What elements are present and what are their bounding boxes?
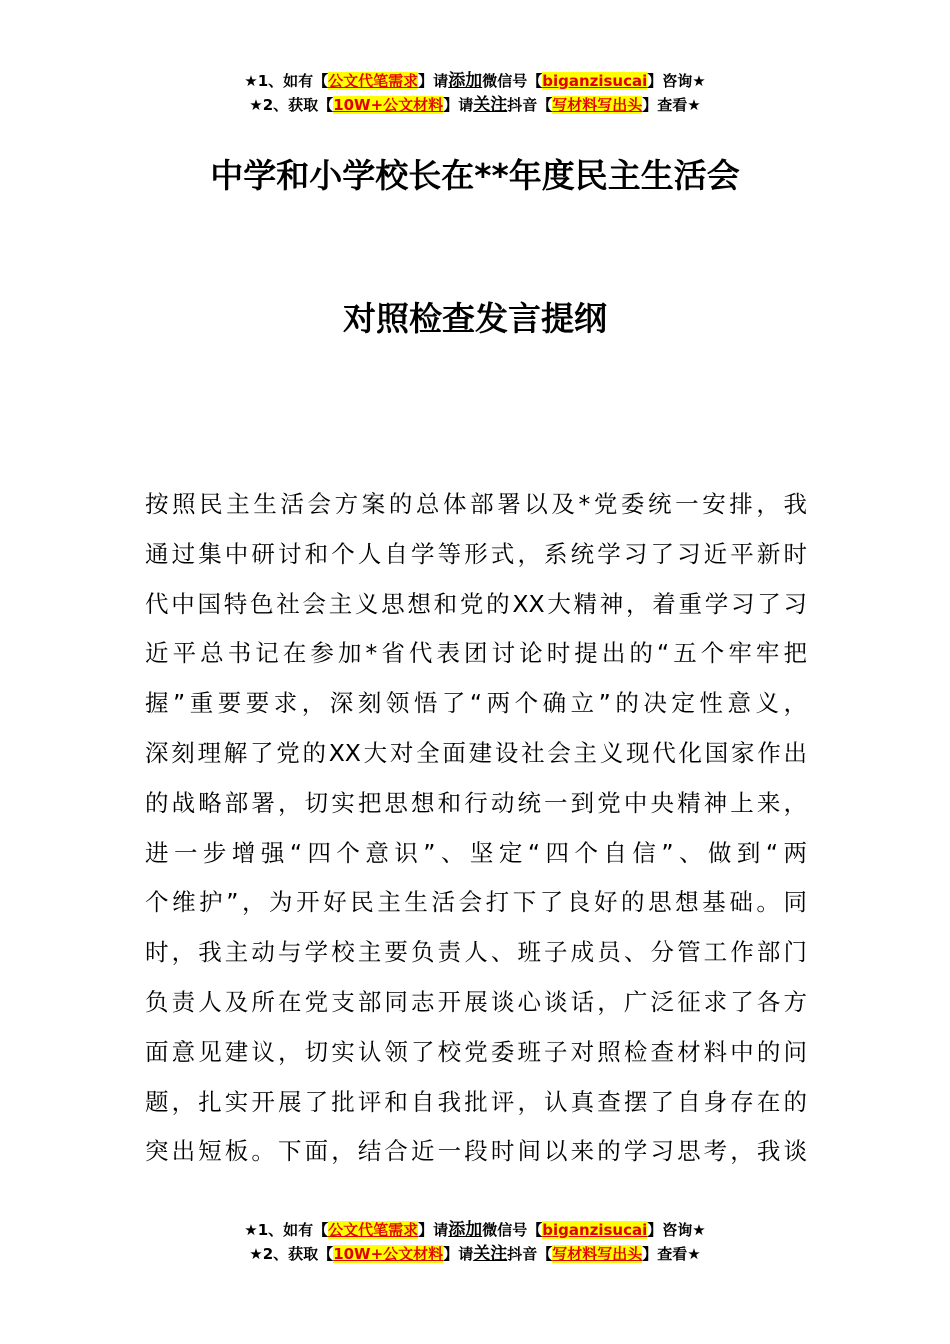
- promo-line-2: [0, 1242, 950, 1266]
- body-line: 面意见建议，切实认领了校党委班子对照检查材料中的问: [145, 1037, 807, 1066]
- text: 】咨询★: [647, 72, 706, 90]
- text: 抖音【: [507, 1245, 553, 1263]
- body-line: 的战略部署，切实把思想和行动统一到党中央精神上来，: [145, 788, 807, 817]
- body-line: 突出短板。下面，结合近一段时间以来的学习思考，我谈: [145, 1137, 807, 1166]
- text: 微信号【: [482, 1221, 543, 1239]
- body-line: 通过集中研讨和个人自学等形式，系统学习了习近平新时: [145, 539, 807, 568]
- underlined-text: 添加: [448, 1220, 483, 1240]
- text: 】请: [418, 1221, 449, 1239]
- body-line: 个维护”，为开好民主生活会打下了良好的思想基础。同: [145, 888, 807, 917]
- text: ★2、获取【: [249, 1245, 334, 1263]
- body-line: 近平总书记在参加*省代表团讨论时提出的“五个牢牢把: [145, 639, 807, 668]
- highlight-douyin: 写材料写出头: [552, 96, 643, 114]
- highlight-materials: 10W+公文材料: [333, 1245, 444, 1263]
- highlight-service: 公文代笔需求: [328, 1221, 419, 1239]
- underlined-text: 关注: [473, 95, 508, 115]
- highlight-wechat-id: biganzisucai: [542, 1221, 648, 1239]
- text: 抖音【: [507, 96, 553, 114]
- text: 】请: [443, 1245, 474, 1263]
- body-line: 负责人及所在党支部同志开展谈心谈话，广泛征求了各方: [145, 987, 807, 1016]
- document-title-line-2: 对照检查发言提纲: [343, 299, 607, 338]
- text: 】咨询★: [647, 1221, 706, 1239]
- body-line: 进一步增强“四个意识”、坚定“四个自信”、做到“两: [145, 838, 807, 867]
- highlight-douyin: 写材料写出头: [552, 1245, 643, 1263]
- text: 】请: [443, 96, 474, 114]
- text: 】请: [418, 72, 449, 90]
- body-paragraph: [145, 480, 807, 1177]
- text: 】查看★: [642, 1245, 701, 1263]
- body-line: 题，扎实开展了批评和自我批评，认真查摆了自身存在的: [145, 1087, 807, 1116]
- document-title-line-1: 中学和小学校长在**年度民主生活会: [210, 156, 740, 195]
- promo-line-2: [0, 93, 950, 117]
- underlined-text: 添加: [448, 71, 483, 91]
- body-line: 按照民主生活会方案的总体部署以及*党委统一安排，我: [145, 490, 807, 518]
- highlight-materials: 10W+公文材料: [333, 96, 444, 114]
- body-line: 代中国特色社会主义思想和党的XX大精神，着重学习了习: [145, 589, 807, 618]
- text: ★1、如有【: [244, 1221, 329, 1239]
- body-line: 握”重要要求，深刻领悟了“两个确立”的决定性意义，: [145, 689, 807, 718]
- body-line: 时，我主动与学校主要负责人、班子成员、分管工作部门: [145, 938, 807, 967]
- promo-banner-bottom: [0, 1218, 950, 1266]
- text: 微信号【: [482, 72, 543, 90]
- text: ★2、获取【: [249, 96, 334, 114]
- promo-line-1: [0, 1218, 950, 1242]
- body-line: 深刻理解了党的XX大对全面建设社会主义现代化国家作出: [145, 738, 807, 767]
- text: 】查看★: [642, 96, 701, 114]
- promo-line-1: [0, 69, 950, 93]
- highlight-service: 公文代笔需求: [328, 72, 419, 90]
- underlined-text: 关注: [473, 1244, 508, 1264]
- text: ★1、如有【: [244, 72, 329, 90]
- promo-banner-top: [0, 69, 950, 117]
- highlight-wechat-id: biganzisucai: [542, 72, 648, 90]
